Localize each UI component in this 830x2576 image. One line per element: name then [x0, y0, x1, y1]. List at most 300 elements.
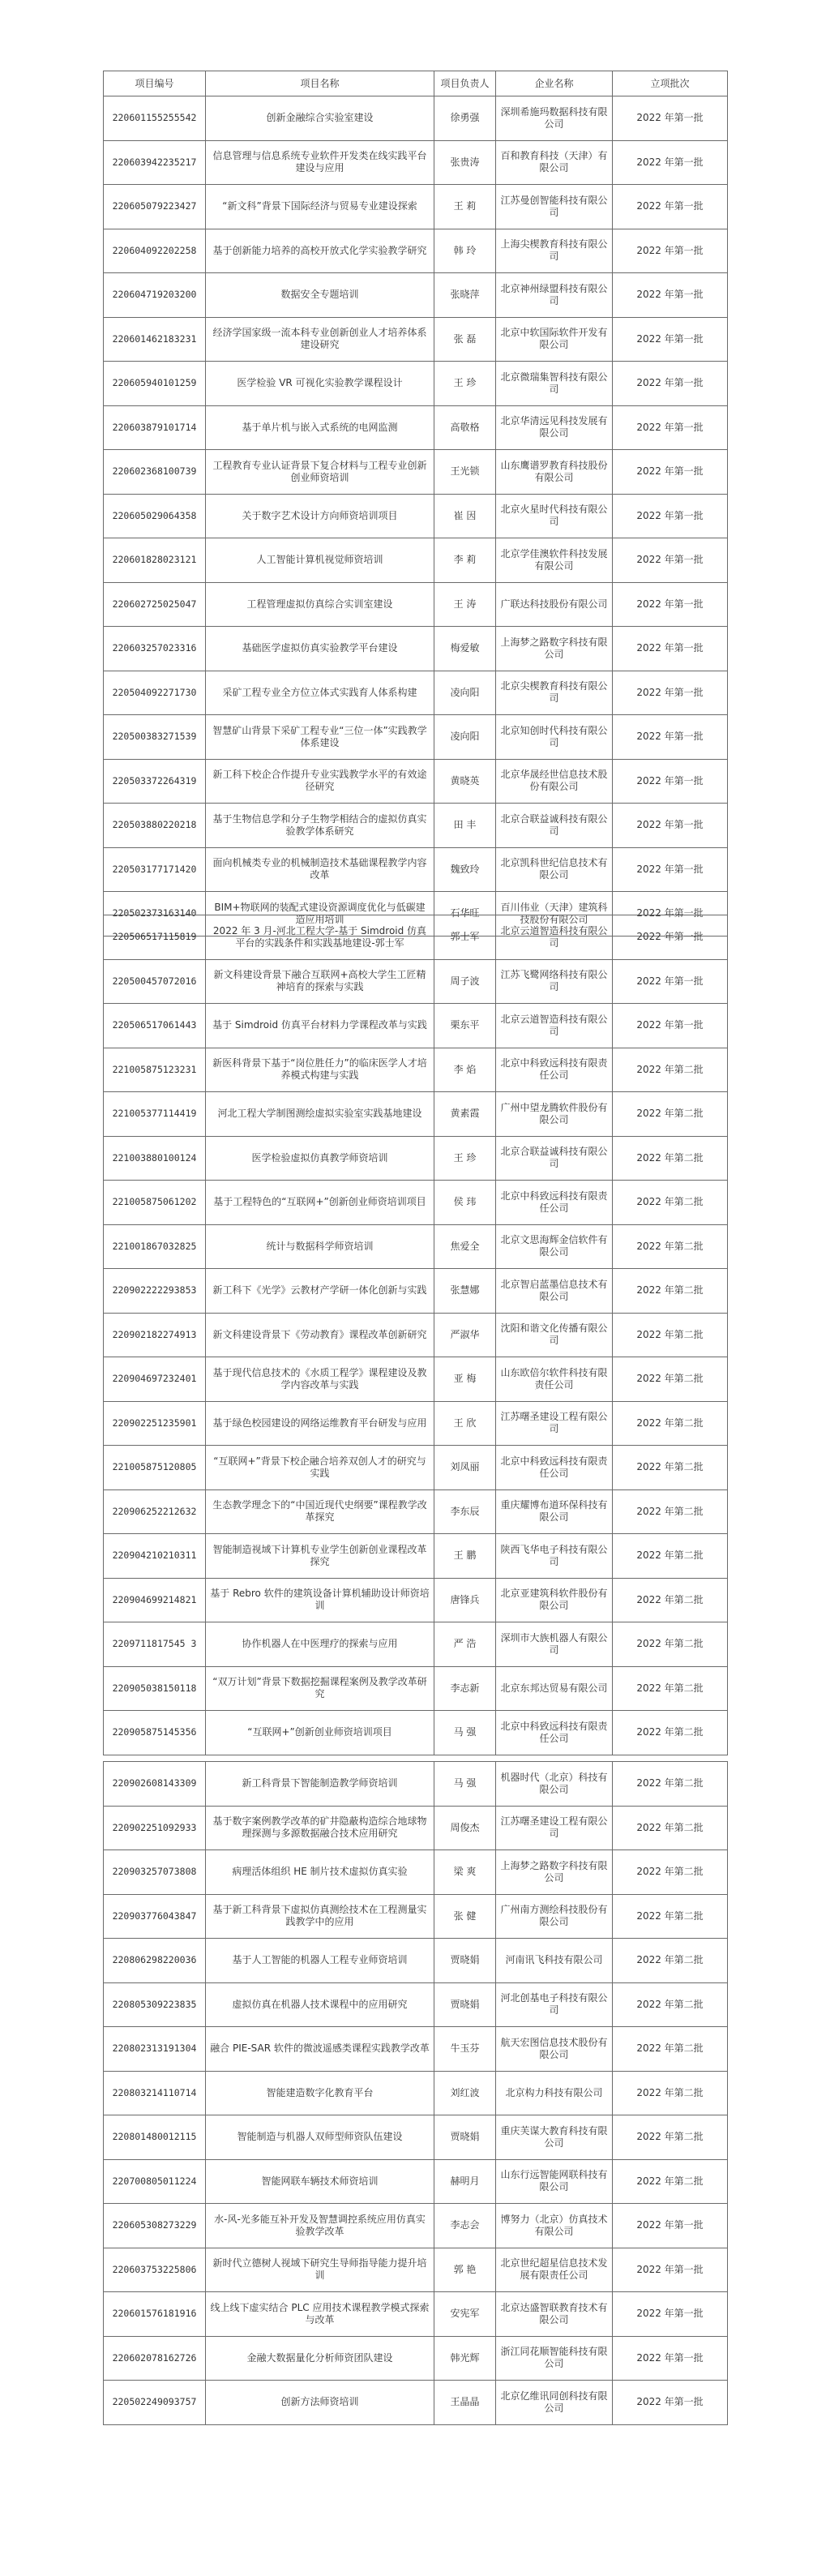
project-leader-cell: 侯 玮 — [434, 1181, 496, 1225]
project-name-cell: 基于生物信息学和分子生物学相结合的虚拟仿真实验教学体系研究 — [206, 804, 434, 848]
table-row — [104, 1939, 728, 1983]
project-name-cell: 水-风-光多能互补开发及智慧调控系统应用仿真实验教学改革 — [206, 2204, 434, 2248]
company-name-cell: 重庆芙谋大教育科技有限公司 — [496, 2115, 613, 2160]
project-leader-cell: 周子波 — [434, 959, 496, 1004]
table-row — [104, 2071, 728, 2115]
table-row — [104, 450, 728, 495]
table-row — [104, 915, 728, 960]
project-code-cell: 220605029064358 — [104, 494, 206, 538]
table-row — [104, 1181, 728, 1225]
company-name-cell: 深圳希施玛数据科技有限公司 — [496, 96, 613, 141]
project-code-cell: 220605079223427 — [104, 185, 206, 229]
project-name-cell: 基于 Rebro 软件的建筑设备计算机辅助设计师资培训 — [206, 1578, 434, 1622]
project-leader-cell: 李东辰 — [434, 1489, 496, 1534]
batch-cell: 2022 年第二批 — [613, 2071, 728, 2115]
project-leader-cell: 田 丰 — [434, 804, 496, 848]
project-code-cell: 220801480012115 — [104, 2115, 206, 2160]
project-leader-cell: 张 磊 — [434, 317, 496, 362]
project-code-cell: 220802313191304 — [104, 2027, 206, 2072]
batch-cell: 2022 年第二批 — [613, 1894, 728, 1939]
batch-cell: 2022 年第二批 — [613, 1666, 728, 1711]
company-name-cell: 上海梦之路数字科技有限公司 — [496, 627, 613, 671]
table-row — [104, 96, 728, 141]
project-name-cell: “双万计划”背景下数据挖掘课程案例及教学改革研究 — [206, 1666, 434, 1711]
project-leader-cell: 郭士军 — [434, 915, 496, 960]
project-code-cell: 2209711817545 3 — [104, 1622, 206, 1667]
company-name-cell: 广州南方测绘科技股份有限公司 — [496, 1894, 613, 1939]
project-code-cell: 220905875145356 — [104, 1711, 206, 1755]
company-name-cell: 百川伟业（天津）建筑科技股份有限公司 — [496, 892, 613, 937]
table-row — [104, 494, 728, 538]
batch-cell: 2022 年第二批 — [613, 1446, 728, 1490]
project-name-cell: 信息管理与信息系统专业软件开发类在线实践平台建设与应用 — [206, 140, 434, 185]
company-name-cell: 北京文思海辉金信软件有限公司 — [496, 1224, 613, 1269]
project-code-cell: 220504092271730 — [104, 671, 206, 715]
project-code-cell: 220500457072016 — [104, 959, 206, 1004]
table-row — [104, 1446, 728, 1490]
project-name-cell: 面向机械类专业的机械制造技术基础课程教学内容改革 — [206, 847, 434, 892]
project-leader-cell: 王 莉 — [434, 185, 496, 229]
project-code-cell: 220603257023316 — [104, 627, 206, 671]
batch-cell: 2022 年第一批 — [613, 915, 728, 960]
project-name-cell: “新文科”背景下国际经济与贸易专业建设探索 — [206, 185, 434, 229]
project-name-cell: 基于现代信息技术的《水质工程学》课程建设及教学内容改革与实践 — [206, 1357, 434, 1402]
project-leader-cell: 严 浩 — [434, 1622, 496, 1667]
project-name-cell: 基于绿色校园建设的网络运维教育平台研发与应用 — [206, 1401, 434, 1446]
project-name-cell: 基于单片机与嵌入式系统的电网监测 — [206, 405, 434, 450]
table-row — [104, 1489, 728, 1534]
project-code-cell: 221005875123231 — [104, 1048, 206, 1092]
company-name-cell: 百和教育科技（天津）有限公司 — [496, 140, 613, 185]
company-name-cell: 北京云道智造科技有限公司 — [496, 1004, 613, 1048]
project-leader-cell: 张晓萍 — [434, 273, 496, 318]
project-code-cell: 220502373163140 — [104, 892, 206, 937]
project-name-cell: 虚拟仿真在机器人技术课程中的应用研究 — [206, 1982, 434, 2027]
table-row — [104, 1850, 728, 1895]
project-code-cell: 220902251092933 — [104, 1806, 206, 1850]
project-code-cell: 220506517115819 — [104, 915, 206, 960]
project-name-cell: 基于人工智能的机器人工程专业师资培训 — [206, 1939, 434, 1983]
project-code-cell: 220902251235901 — [104, 1401, 206, 1446]
project-name-cell: 创新金融综合实验室建设 — [206, 96, 434, 141]
table-row — [104, 671, 728, 715]
table-row — [104, 1401, 728, 1446]
company-name-cell: 浙江同花顺智能科技有限公司 — [496, 2336, 613, 2381]
batch-cell: 2022 年第二批 — [613, 1269, 728, 1314]
project-leader-cell: 魏致玲 — [434, 847, 496, 892]
project-leader-cell: 凌向阳 — [434, 715, 496, 760]
batch-cell: 2022 年第一批 — [613, 2204, 728, 2248]
project-code-cell: 220806298220036 — [104, 1939, 206, 1983]
project-code-cell: 220904210210311 — [104, 1534, 206, 1579]
company-name-cell: 机器时代（北京）科技有限公司 — [496, 1762, 613, 1807]
project-leader-cell: 张慧娜 — [434, 1269, 496, 1314]
table-row — [104, 538, 728, 583]
project-leader-cell: 王 欣 — [434, 1401, 496, 1446]
batch-cell: 2022 年第二批 — [613, 1092, 728, 1137]
project-leader-cell: 黄素霞 — [434, 1092, 496, 1137]
batch-cell: 2022 年第二批 — [613, 1578, 728, 1622]
project-code-cell: 220604719203200 — [104, 273, 206, 318]
project-code-cell: 220503372264319 — [104, 759, 206, 804]
project-name-cell: 工程教育专业认证背景下复合材料与工程专业创新创业师资培训 — [206, 450, 434, 495]
batch-cell: 2022 年第二批 — [613, 1048, 728, 1092]
batch-cell: 2022 年第二批 — [613, 1313, 728, 1357]
project-leader-cell: 王晶晶 — [434, 2381, 496, 2425]
table-row — [104, 1711, 728, 1755]
batch-cell: 2022 年第二批 — [613, 1711, 728, 1755]
project-name-cell: 基于工程特色的“互联网+”创新创业师资培训项目 — [206, 1181, 434, 1225]
project-code-cell: 221005875120805 — [104, 1446, 206, 1490]
batch-cell: 2022 年第二批 — [613, 2027, 728, 2072]
table-row — [104, 1004, 728, 1048]
table-row — [104, 759, 728, 804]
project-leader-cell: 贾晓娟 — [434, 1982, 496, 2027]
company-name-cell: 北京中科致远科技有限责任公司 — [496, 1446, 613, 1490]
project-code-cell: 220605940101259 — [104, 362, 206, 406]
company-name-cell: 山东欧倍尔软件科技有限责任公司 — [496, 1357, 613, 1402]
batch-cell: 2022 年第一批 — [613, 2336, 728, 2381]
project-code-cell: 220602078162726 — [104, 2336, 206, 2381]
company-name-cell: 广联达科技股份有限公司 — [496, 582, 613, 627]
project-leader-cell: 唐锋兵 — [434, 1578, 496, 1622]
project-leader-cell: 刘红波 — [434, 2071, 496, 2115]
project-code-cell: 220601828023121 — [104, 538, 206, 583]
table-row — [104, 2381, 728, 2425]
batch-cell: 2022 年第一批 — [613, 1004, 728, 1048]
batch-cell: 2022 年第一批 — [613, 273, 728, 318]
company-name-cell: 广州中望龙腾软件股份有限公司 — [496, 1092, 613, 1137]
project-name-cell: 新工科下《光学》云教材产学研一体化创新与实践 — [206, 1269, 434, 1314]
table-row — [104, 2159, 728, 2204]
table-row — [104, 1534, 728, 1579]
company-name-cell: 博努力（北京）仿真技术有限公司 — [496, 2204, 613, 2248]
company-name-cell: 江苏曙圣建设工程有限公司 — [496, 1806, 613, 1850]
project-code-cell: 220503880220218 — [104, 804, 206, 848]
project-code-cell: 221001867032825 — [104, 1224, 206, 1269]
table-row — [104, 847, 728, 892]
company-name-cell: 北京东邦达贸易有限公司 — [496, 1666, 613, 1711]
company-name-cell: 北京中软国际软件开发有限公司 — [496, 317, 613, 362]
project-name-cell: 经济学国家级一流本科专业创新创业人才培养体系建设研究 — [206, 317, 434, 362]
batch-cell: 2022 年第二批 — [613, 1136, 728, 1181]
project-leader-cell: 高敬格 — [434, 405, 496, 450]
project-code-cell: 220700805011224 — [104, 2159, 206, 2204]
company-name-cell: 上海梦之路数字科技有限公司 — [496, 1850, 613, 1895]
project-leader-cell: 郭 艳 — [434, 2248, 496, 2292]
project-name-cell: 新时代立德树人视域下研究生导师指导能力提升培训 — [206, 2248, 434, 2292]
project-name-cell: 新文科建设背景下融合互联网+高校大学生工匠精神培育的探索与实践 — [206, 959, 434, 1004]
project-name-cell: 统计与数据科学师资培训 — [206, 1224, 434, 1269]
project-leader-cell: 安宪军 — [434, 2292, 496, 2337]
table-row — [104, 1578, 728, 1622]
batch-cell: 2022 年第一批 — [613, 715, 728, 760]
column-header: 立项批次 — [613, 71, 728, 96]
company-name-cell: 北京微瑞集智科技有限公司 — [496, 362, 613, 406]
project-table-1 — [103, 71, 728, 937]
company-name-cell: 北京合联益诚科技有限公司 — [496, 1136, 613, 1181]
company-name-cell: 江苏曙圣建设工程有限公司 — [496, 1401, 613, 1446]
batch-cell: 2022 年第二批 — [613, 1534, 728, 1579]
column-header: 项目名称 — [206, 71, 434, 96]
table-row — [104, 715, 728, 760]
table-row — [104, 1762, 728, 1807]
project-name-cell: 关于数字艺术设计方向师资培训项目 — [206, 494, 434, 538]
batch-cell: 2022 年第一批 — [613, 847, 728, 892]
project-code-cell: 220904697232401 — [104, 1357, 206, 1402]
batch-cell: 2022 年第二批 — [613, 2115, 728, 2160]
company-name-cell: 上海尖楔教育科技有限公司 — [496, 229, 613, 273]
company-name-cell: 北京尖楔教育科技有限公司 — [496, 671, 613, 715]
project-leader-cell: 严淑华 — [434, 1313, 496, 1357]
project-name-cell: 基础医学虚拟仿真实验教学平台建设 — [206, 627, 434, 671]
project-code-cell: 220601155255542 — [104, 96, 206, 141]
batch-cell: 2022 年第一批 — [613, 804, 728, 848]
project-table-2 — [103, 915, 728, 1755]
table-header-row — [104, 71, 728, 96]
project-code-cell: 220905038150118 — [104, 1666, 206, 1711]
project-code-cell: 220803214110714 — [104, 2071, 206, 2115]
table-row — [104, 959, 728, 1004]
batch-cell: 2022 年第一批 — [613, 671, 728, 715]
company-name-cell: 江苏曼创智能科技有限公司 — [496, 185, 613, 229]
batch-cell: 2022 年第二批 — [613, 1357, 728, 1402]
table-row — [104, 2292, 728, 2337]
project-name-cell: 工程管理虚拟仿真综合实训室建设 — [206, 582, 434, 627]
project-code-cell: 220903257073808 — [104, 1850, 206, 1895]
project-leader-cell: 马 强 — [434, 1762, 496, 1807]
batch-cell: 2022 年第一批 — [613, 140, 728, 185]
company-name-cell: 山东鹰谱罗教育科技股份有限公司 — [496, 450, 613, 495]
batch-cell: 2022 年第一批 — [613, 2381, 728, 2425]
table-row — [104, 185, 728, 229]
table-row — [104, 2115, 728, 2160]
project-leader-cell: 凌向阳 — [434, 671, 496, 715]
table-row — [104, 1269, 728, 1314]
project-leader-cell: 黄晓英 — [434, 759, 496, 804]
project-leader-cell: 李志新 — [434, 1666, 496, 1711]
project-name-cell: 协作机器人在中医理疗的探索与应用 — [206, 1622, 434, 1667]
project-leader-cell: 李 莉 — [434, 538, 496, 583]
project-code-cell: 220604092202258 — [104, 229, 206, 273]
project-code-cell: 220502249093757 — [104, 2381, 206, 2425]
project-code-cell: 220902222293853 — [104, 1269, 206, 1314]
project-name-cell: 智能制造与机器人双师型师资队伍建设 — [206, 2115, 434, 2160]
batch-cell: 2022 年第一批 — [613, 317, 728, 362]
project-table-3 — [103, 1761, 728, 2425]
project-name-cell: 线上线下虚实结合 PLC 应用技术课程教学模式探索与改革 — [206, 2292, 434, 2337]
table-row — [104, 582, 728, 627]
company-name-cell: 北京中科致远科技有限责任公司 — [496, 1048, 613, 1092]
batch-cell: 2022 年第一批 — [613, 2248, 728, 2292]
table-row — [104, 1666, 728, 1711]
project-name-cell: 采矿工程专业全方位立体式实践育人体系构建 — [206, 671, 434, 715]
table-row — [104, 1224, 728, 1269]
project-name-cell: 智能制造视域下计算机专业学生创新创业课程改革探究 — [206, 1534, 434, 1579]
company-name-cell: 北京中科致远科技有限责任公司 — [496, 1181, 613, 1225]
batch-cell: 2022 年第一批 — [613, 959, 728, 1004]
project-leader-cell: 王 珍 — [434, 1136, 496, 1181]
project-code-cell: 220906252212632 — [104, 1489, 206, 1534]
project-code-cell: 220902182274913 — [104, 1313, 206, 1357]
project-code-cell: 220602368100739 — [104, 450, 206, 495]
table-row — [104, 1313, 728, 1357]
project-leader-cell: 徐勇强 — [434, 96, 496, 141]
company-name-cell: 北京学佳澳软件科技发展有限公司 — [496, 538, 613, 583]
batch-cell: 2022 年第一批 — [613, 627, 728, 671]
batch-cell: 2022 年第一批 — [613, 582, 728, 627]
project-leader-cell: 王 涛 — [434, 582, 496, 627]
batch-cell: 2022 年第二批 — [613, 1806, 728, 1850]
company-name-cell: 北京世纪超星信息技术发展有限责任公司 — [496, 2248, 613, 2292]
batch-cell: 2022 年第二批 — [613, 1181, 728, 1225]
batch-cell: 2022 年第一批 — [613, 538, 728, 583]
batch-cell: 2022 年第一批 — [613, 362, 728, 406]
project-leader-cell: 张贵涛 — [434, 140, 496, 185]
batch-cell: 2022 年第一批 — [613, 450, 728, 495]
project-leader-cell: 张 健 — [434, 1894, 496, 1939]
table-row — [104, 273, 728, 318]
company-name-cell: 北京中科致远科技有限责任公司 — [496, 1711, 613, 1755]
company-name-cell: 陕西飞华电子科技有限公司 — [496, 1534, 613, 1579]
project-code-cell: 221005875061202 — [104, 1181, 206, 1225]
project-name-cell: 人工智能计算机视觉师资培训 — [206, 538, 434, 583]
table-row — [104, 1894, 728, 1939]
project-name-cell: 新医科背景下基于“岗位胜任力”的临床医学人才培养模式构建与实践 — [206, 1048, 434, 1092]
column-header: 项目编号 — [104, 71, 206, 96]
table-row — [104, 1092, 728, 1137]
company-name-cell: 北京凯科世纪信息技术有限公司 — [496, 847, 613, 892]
table-row — [104, 1136, 728, 1181]
batch-cell: 2022 年第一批 — [613, 494, 728, 538]
table-row — [104, 405, 728, 450]
project-name-cell: “互联网+”创新创业师资培训项目 — [206, 1711, 434, 1755]
project-leader-cell: 崔 因 — [434, 494, 496, 538]
company-name-cell: 江苏飞鹭网络科技有限公司 — [496, 959, 613, 1004]
project-name-cell: 智慧矿山背景下采矿工程专业“三位一体”实践教学体系建设 — [206, 715, 434, 760]
project-name-cell: 新文科建设背景下《劳动教育》课程改革创新研究 — [206, 1313, 434, 1357]
batch-cell: 2022 年第一批 — [613, 229, 728, 273]
project-name-cell: “互联网+”背景下校企融合培养双创人才的研究与实践 — [206, 1446, 434, 1490]
project-leader-cell: 李 焰 — [434, 1048, 496, 1092]
company-name-cell: 北京神州绿盟科技有限公司 — [496, 273, 613, 318]
table-row — [104, 1622, 728, 1667]
project-name-cell: 基于 Simdroid 仿真平台材料力学课程改革与实践 — [206, 1004, 434, 1048]
project-name-cell: 医学检验 VR 可视化实验教学课程设计 — [206, 362, 434, 406]
project-code-cell: 220605308273229 — [104, 2204, 206, 2248]
project-name-cell: 数据安全专题培训 — [206, 273, 434, 318]
company-name-cell: 北京智启蓝墨信息技术有限公司 — [496, 1269, 613, 1314]
project-leader-cell: 亚 梅 — [434, 1357, 496, 1402]
project-name-cell: 基于数字案例教学改革的矿井隐蔽构造综合地球物理探测与多源数据融合技术应用研究 — [206, 1806, 434, 1850]
project-code-cell: 220602725025047 — [104, 582, 206, 627]
batch-cell: 2022 年第一批 — [613, 759, 728, 804]
company-name-cell: 沈阳和谐文化传播有限公司 — [496, 1313, 613, 1357]
project-code-cell: 220903776043847 — [104, 1894, 206, 1939]
company-name-cell: 北京亿维讯同创科技有限公司 — [496, 2381, 613, 2425]
project-code-cell: 220805309223835 — [104, 1982, 206, 2027]
batch-cell: 2022 年第一批 — [613, 2292, 728, 2337]
batch-cell: 2022 年第二批 — [613, 1489, 728, 1534]
company-name-cell: 北京火星时代科技有限公司 — [496, 494, 613, 538]
project-leader-cell: 韩 玲 — [434, 229, 496, 273]
project-leader-cell: 牛玉芬 — [434, 2027, 496, 2072]
project-code-cell: 220601576181916 — [104, 2292, 206, 2337]
column-header: 项目负责人 — [434, 71, 496, 96]
project-code-cell: 220603753225806 — [104, 2248, 206, 2292]
project-leader-cell: 梅爱敏 — [434, 627, 496, 671]
project-name-cell: 金融大数据量化分析师资团队建设 — [206, 2336, 434, 2381]
batch-cell: 2022 年第一批 — [613, 185, 728, 229]
company-name-cell: 北京华晟经世信息技术股份有限公司 — [496, 759, 613, 804]
table-row — [104, 317, 728, 362]
batch-cell: 2022 年第一批 — [613, 96, 728, 141]
company-name-cell: 北京合联益诚科技有限公司 — [496, 804, 613, 848]
project-name-cell: 智能网联车辆技术师资培训 — [206, 2159, 434, 2204]
batch-cell: 2022 年第二批 — [613, 2159, 728, 2204]
project-name-cell: 病理活体组织 HE 制片技术虚拟仿真实验 — [206, 1850, 434, 1895]
project-leader-cell: 栗东平 — [434, 1004, 496, 1048]
company-name-cell: 北京构力科技有限公司 — [496, 2071, 613, 2115]
table-row — [104, 229, 728, 273]
project-leader-cell: 梁 爽 — [434, 1850, 496, 1895]
project-name-cell: 融合 PIE-SAR 软件的微波遥感类课程实践教学改革 — [206, 2027, 434, 2072]
company-name-cell: 深圳市大族机器人有限公司 — [496, 1622, 613, 1667]
project-code-cell: 220904699214821 — [104, 1578, 206, 1622]
company-name-cell: 北京达盛智联教育技术有限公司 — [496, 2292, 613, 2337]
project-leader-cell: 贾晓娟 — [434, 2115, 496, 2160]
batch-cell: 2022 年第一批 — [613, 892, 728, 937]
company-name-cell: 山东行远智能网联科技有限公司 — [496, 2159, 613, 2204]
batch-cell: 2022 年第二批 — [613, 1401, 728, 1446]
table-row — [104, 2248, 728, 2292]
project-code-cell: 220601462183231 — [104, 317, 206, 362]
project-leader-cell: 王光锁 — [434, 450, 496, 495]
company-name-cell: 河北创基电子科技有限公司 — [496, 1982, 613, 2027]
project-leader-cell: 贾晓娟 — [434, 1939, 496, 1983]
project-code-cell: 220603879101714 — [104, 405, 206, 450]
batch-cell: 2022 年第二批 — [613, 1850, 728, 1895]
company-name-cell: 重庆耀博布道环保科技有限公司 — [496, 1489, 613, 1534]
project-leader-cell: 王 鹏 — [434, 1534, 496, 1579]
project-name-cell: 创新方法师资培训 — [206, 2381, 434, 2425]
project-code-cell: 220506517061443 — [104, 1004, 206, 1048]
table-row — [104, 1982, 728, 2027]
company-name-cell: 北京亚建筑科软件股份有限公司 — [496, 1578, 613, 1622]
project-code-cell: 220902608143309 — [104, 1762, 206, 1807]
batch-cell: 2022 年第二批 — [613, 1762, 728, 1807]
project-leader-cell: 李志会 — [434, 2204, 496, 2248]
project-name-cell: 生态教学理念下的“中国近现代史纲要”课程教学改革探究 — [206, 1489, 434, 1534]
project-name-cell: 河北工程大学制图测绘虚拟实验室实践基地建设 — [206, 1092, 434, 1137]
table-row — [104, 1357, 728, 1402]
batch-cell: 2022 年第二批 — [613, 1939, 728, 1983]
batch-cell: 2022 年第二批 — [613, 1622, 728, 1667]
table-row — [104, 362, 728, 406]
project-name-cell: BIM+物联网的装配式建设资源调度优化与低碳建造应用培训 — [206, 892, 434, 937]
project-leader-cell: 周俊杰 — [434, 1806, 496, 1850]
project-leader-cell: 石华旺 — [434, 892, 496, 937]
project-leader-cell: 焦爱全 — [434, 1224, 496, 1269]
project-name-cell: 医学检验虚拟仿真教学师资培训 — [206, 1136, 434, 1181]
company-name-cell: 河南讯飞科技有限公司 — [496, 1939, 613, 1983]
table-row — [104, 804, 728, 848]
table-row — [104, 2336, 728, 2381]
company-name-cell: 北京云道智造科技有限公司 — [496, 915, 613, 960]
project-leader-cell: 马 强 — [434, 1711, 496, 1755]
project-name-cell: 新工科背景下智能制造教学师资培训 — [206, 1762, 434, 1807]
table-row — [104, 627, 728, 671]
